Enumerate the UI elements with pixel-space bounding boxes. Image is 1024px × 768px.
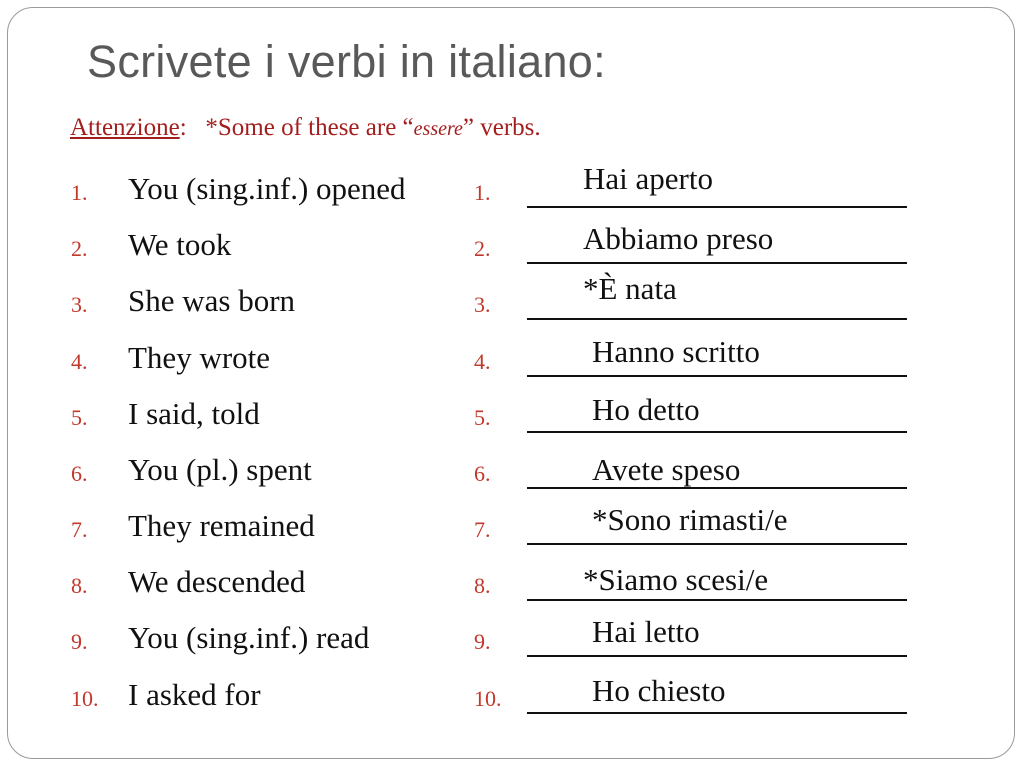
item-number: 9. [71, 629, 88, 654]
attention-label: Attenzione [70, 114, 180, 141]
italian-answer: Avete speso [592, 452, 741, 487]
english-phrase: You (sing.inf.) opened [128, 171, 406, 206]
english-phrase: I asked for [128, 677, 261, 712]
english-phrase: You (pl.) spent [128, 452, 312, 487]
item-number: 10. [71, 686, 99, 711]
english-phrase: I said, told [128, 396, 260, 431]
italian-answer: *È nata [583, 271, 677, 306]
answer-number: 10. [474, 686, 502, 711]
answer-number: 9. [474, 629, 491, 654]
answer-number: 8. [474, 573, 491, 598]
item-number: 6. [71, 461, 88, 486]
english-phrase: We took [128, 227, 232, 262]
answer-blank-line [527, 373, 907, 377]
answer-number: 5. [474, 405, 491, 430]
english-phrase: They remained [128, 508, 315, 543]
answer-blank-line [527, 260, 907, 264]
english-phrase: She was born [128, 283, 296, 318]
answer-blank-line [527, 429, 907, 433]
english-phrase: We descended [128, 564, 306, 599]
answer-number: 4. [474, 349, 491, 374]
answer-blank-line [527, 710, 907, 714]
attention-colon: : [179, 114, 187, 141]
answer-blank-line [527, 316, 907, 320]
english-phrase: They wrote [128, 340, 271, 375]
answer-number: 2. [474, 236, 491, 261]
item-number: 5. [71, 405, 88, 430]
item-number: 3. [71, 292, 88, 317]
item-number: 8. [71, 573, 88, 598]
note-text-before: *Some of these are “ [205, 114, 414, 141]
answer-number: 6. [474, 461, 491, 486]
note-text-after: ” verbs. [462, 114, 541, 141]
italian-answer: Hai letto [592, 614, 700, 649]
italian-answer: Ho chiesto [592, 673, 726, 708]
answer-number: 3. [474, 292, 491, 317]
italian-answer: Ho detto [592, 392, 700, 427]
answer-blank-line [527, 653, 907, 657]
attention-note [70, 114, 541, 142]
note-emphasis: essere [413, 118, 463, 140]
item-number: 4. [71, 349, 88, 374]
italian-answer: *Sono rimasti/e [592, 502, 788, 537]
english-phrase: You (sing.inf.) read [128, 620, 370, 655]
answer-blank-line [527, 204, 907, 208]
italian-answer: Abbiamo preso [583, 221, 774, 256]
italian-answer: Hanno scritto [592, 334, 760, 369]
answer-blank-line [527, 541, 907, 545]
item-number: 2. [71, 236, 88, 261]
italian-answer: Hai aperto [583, 161, 713, 196]
italian-answer: *Siamo scesi/e [583, 562, 769, 597]
item-number: 7. [71, 517, 88, 542]
slide-title: Scrivete i verbi in italiano: [87, 36, 606, 87]
answer-number: 7. [474, 517, 491, 542]
answer-number: 1. [474, 180, 491, 205]
item-number: 1. [71, 180, 88, 205]
